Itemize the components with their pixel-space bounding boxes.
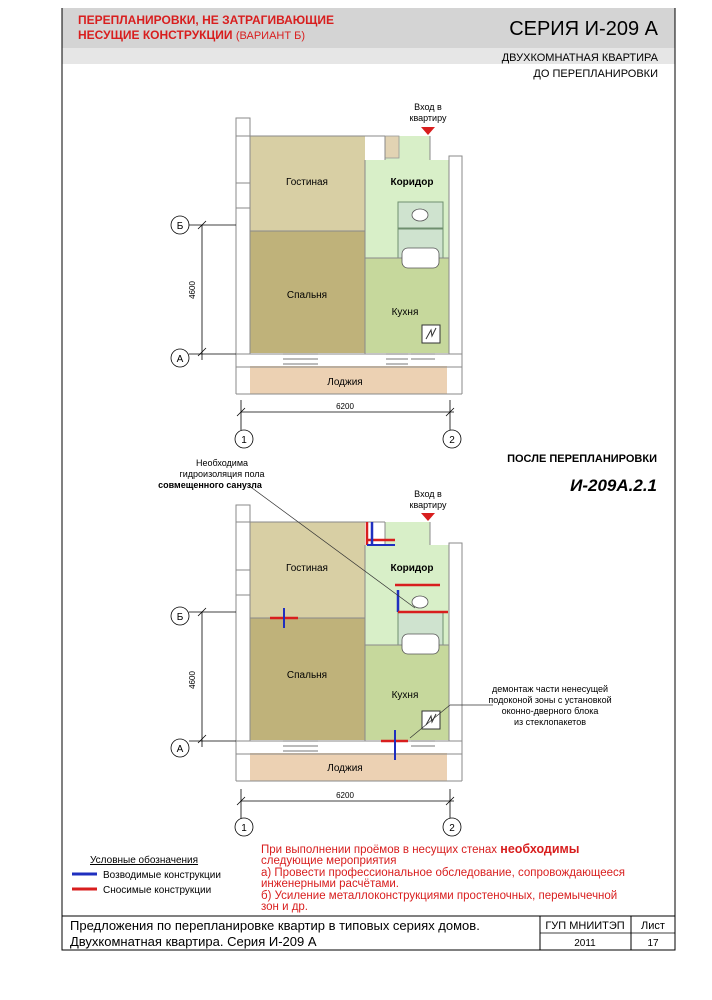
requirements-line6: зон и др.	[261, 901, 309, 913]
entrance-label-1: Вход в	[414, 102, 442, 112]
stove-icon	[422, 325, 440, 343]
label-bedroom: Спальня	[286, 290, 328, 301]
toilet-icon	[412, 596, 428, 608]
label-kitchen: Кухня	[391, 307, 419, 318]
footer-org: ГУП МНИИТЭП	[545, 920, 625, 932]
note-dismantle-2: подоконой зоны с установкой	[488, 695, 612, 705]
room-vestibule	[385, 522, 430, 545]
note-waterproof-3: совмещенного санузла	[158, 480, 262, 490]
requirements-line1: При выполнении проёмов в несущих стенах необходимы	[261, 842, 580, 856]
axis-a-label: А	[176, 744, 184, 755]
plan-code: И-209А.2.1	[570, 476, 657, 495]
dim-horizontal-label: 6200	[336, 402, 354, 411]
axis-2-label: 2	[449, 435, 455, 446]
entrance-arrow-icon	[421, 513, 435, 521]
label-loggia: Лоджия	[327, 763, 363, 774]
footer-sheet-number: 17	[647, 938, 659, 949]
requirements-block	[261, 842, 625, 913]
header-note-line2: НЕСУЩИЕ КОНСТРУКЦИИ (ВАРИАНТ Б)	[78, 28, 306, 42]
header-note-line1: ПЕРЕПЛАНИРОВКИ, НЕ ЗАТРАГИВАЮЩИЕ	[78, 13, 335, 27]
apartment-type: ДВУХКОМНАТНАЯ КВАРТИРА	[501, 52, 658, 64]
legend	[72, 854, 221, 896]
footer-line1: Предложения по перепланировке квартир в типовых сериях домов.	[70, 918, 480, 933]
entrance-label-2: квартиру	[409, 113, 447, 123]
note-dismantle-4: из стеклопакетов	[513, 717, 587, 727]
dim-vertical-label: 4600	[188, 281, 197, 299]
requirements-line4: инженерными расчётами.	[261, 878, 400, 890]
note-waterproof-1: Необходима	[195, 458, 249, 468]
entrance-label-1: Вход в	[414, 489, 442, 499]
entrance-label-2: квартиру	[409, 500, 447, 510]
dim-vertical-label: 4600	[188, 671, 197, 689]
label-corridor: Коридор	[390, 563, 434, 574]
label-living: Гостиная	[286, 563, 328, 574]
entrance-arrow-icon	[421, 127, 435, 135]
bathtub-icon	[402, 248, 439, 268]
after-title: ПОСЛЕ ПЕРЕПЛАНИРОВКИ	[507, 453, 657, 465]
axis-b-label: Б	[176, 612, 184, 623]
requirements-line2: следующие мероприятия	[261, 855, 397, 867]
windows-before	[283, 354, 435, 364]
toilet-icon	[412, 209, 428, 221]
dim-horizontal-label: 6200	[336, 791, 354, 800]
footer-year: 2011	[574, 938, 596, 949]
series-title: СЕРИЯ И-209 А	[509, 18, 658, 40]
label-corridor: Коридор	[390, 177, 434, 188]
title-block	[62, 916, 675, 950]
axis-b-label: Б	[176, 221, 184, 232]
axis-1-label: 1	[241, 435, 247, 446]
label-living: Гостиная	[286, 177, 328, 188]
requirements-line5: б) Усиление металлоконструкциями простеночных, перемычечной	[261, 890, 618, 902]
plan-after	[158, 458, 611, 836]
legend-title: Условные обозначения	[90, 855, 199, 866]
bathtub-icon	[402, 634, 439, 654]
windows-after	[283, 741, 435, 751]
label-loggia: Лоджия	[327, 377, 363, 388]
note-dismantle-3: оконно-дверного блока	[501, 706, 599, 716]
requirements-line3: а) Провести профессиональное обследование, сопровождающееся	[261, 867, 626, 879]
label-bedroom: Спальня	[286, 670, 328, 681]
note-dismantle-1: демонтаж части ненесущей	[491, 684, 609, 694]
label-kitchen: Кухня	[391, 690, 419, 701]
closet	[385, 136, 399, 158]
axis-1-label: 1	[241, 823, 247, 834]
note-waterproof-2: гидроизоляция пола	[179, 469, 265, 479]
footer-sheet-label: Лист	[641, 920, 665, 932]
before-label: ДО ПЕРЕПЛАНИРОВКИ	[533, 68, 658, 80]
plan-before	[171, 102, 462, 448]
footer-line2: Двухкомнатная квартира. Серия И-209 А	[70, 934, 317, 949]
axis-a-label: А	[176, 354, 184, 365]
legend-removed-label: Сносимые конструкции	[103, 885, 212, 896]
legend-erected-label: Возводимые конструкции	[103, 870, 221, 881]
axis-2-label: 2	[449, 823, 455, 834]
